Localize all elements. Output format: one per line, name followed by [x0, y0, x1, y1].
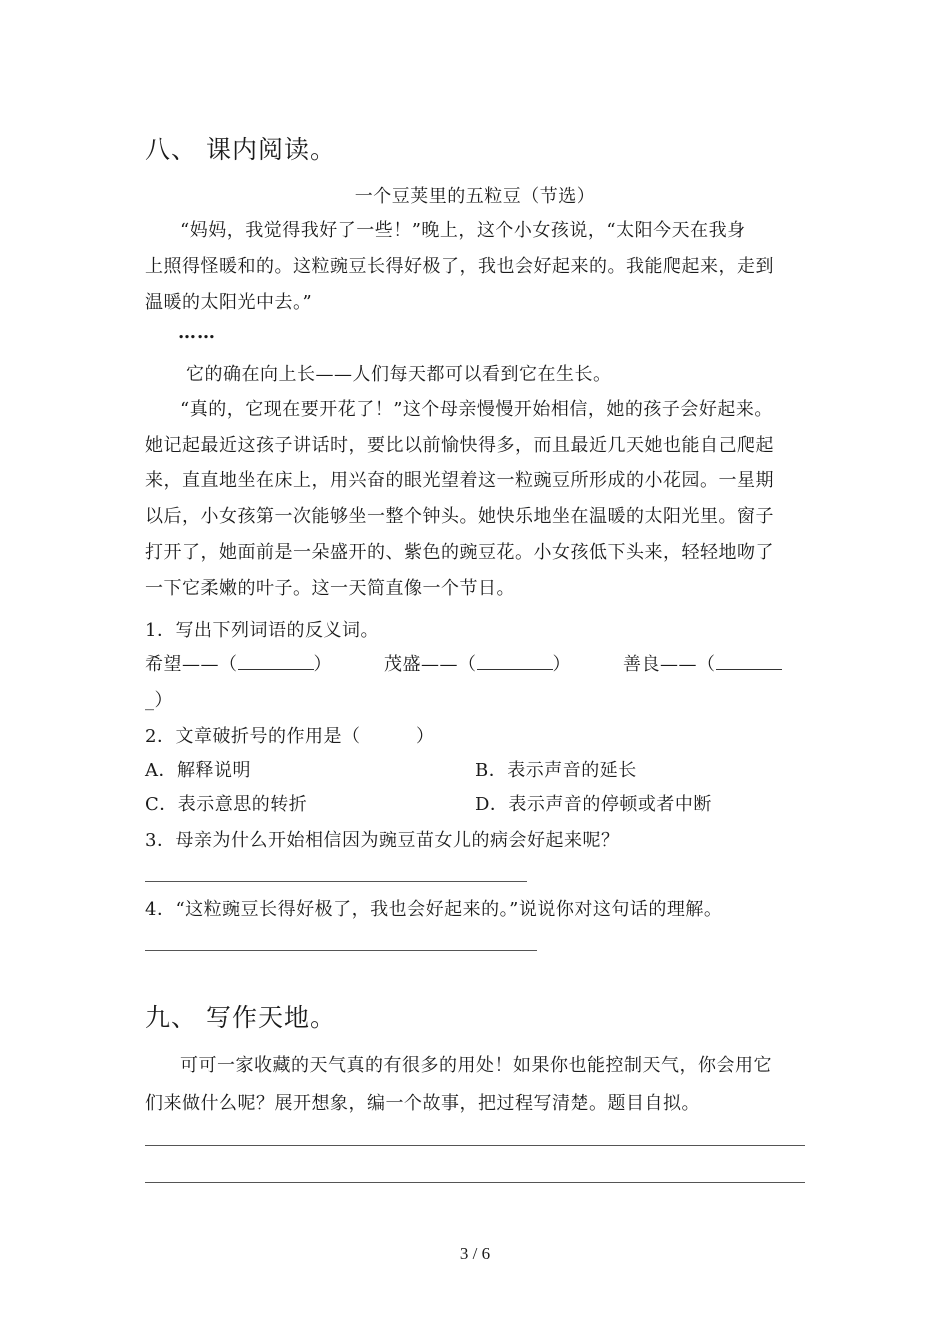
option-b[interactable]: B．表示声音的延长 [475, 760, 637, 781]
antonym-word: 希望——（ [145, 654, 238, 675]
question-2: 2．文章破折号的作用是（ ） [145, 726, 435, 747]
antonym-item: 茂盛——（ ） [384, 648, 571, 682]
passage-line: 来，直直地坐在床上，用兴奋的眼光望着这一粒豌豆所形成的小花园。一星期 [145, 470, 774, 491]
option-a[interactable]: A．解释说明 [145, 760, 251, 781]
writing-prompt-line: 们来做什么呢？展开想象，编一个故事，把过程写清楚。题目自拟。 [145, 1093, 700, 1114]
antonym-word: 茂盛——（ [384, 654, 477, 675]
question-3: 3．母亲为什么开始相信因为豌豆苗女儿的病会好起来呢？ [145, 830, 620, 851]
section-9-heading: 九、 写作天地。 [145, 1003, 336, 1032]
passage-line: 她记起最近这孩子讲话时，要比以前愉快得多，而且最近几天她也能自己爬起 [145, 435, 774, 456]
writing-line[interactable] [145, 1145, 805, 1146]
passage-line: 一下它柔嫩的叶子。这一天简直像一个节日。 [145, 578, 515, 599]
answer-blank[interactable] [716, 649, 782, 670]
passage-line: 以后，小女孩第一次能够坐一整个钟头。她快乐地坐在温暖的太阳光里。窗子 [145, 506, 774, 527]
question-1: 1．写出下列词语的反义词。 [145, 620, 379, 641]
answer-line[interactable] [145, 950, 537, 951]
antonym-word: 善良——（ [623, 654, 716, 675]
antonym-wrap: _） [145, 690, 173, 711]
passage-title: 一个豆荚里的五粒豆（节选） [354, 186, 596, 207]
answer-line[interactable] [145, 881, 527, 882]
answer-blank[interactable] [238, 649, 314, 670]
passage-line: “妈妈，我觉得我好了一些！”晚上，这个小女孩说，“太阳今天在我身 [180, 220, 746, 241]
antonym-item [623, 648, 782, 682]
writing-line[interactable] [145, 1182, 805, 1183]
passage-line: 打开了，她面前是一朵盛开的、紫色的豌豆花。小女孩低下头来，轻轻地吻了 [145, 542, 774, 563]
ellipsis: …… [178, 322, 216, 343]
antonym-item: 希望——（ ） [145, 648, 332, 682]
option-d[interactable]: D．表示声音的停顿或者中断 [475, 794, 712, 815]
passage-line: “真的，它现在要开花了！”这个母亲慢慢开始相信，她的孩子会好起来。 [180, 399, 773, 420]
section-8-heading: 八、 课内阅读。 [145, 135, 336, 164]
page-number: 3 / 6 [459, 1244, 491, 1263]
question-4: 4．“这粒豌豆长得好极了，我也会好起来的。”说说你对这句话的理解。 [145, 899, 723, 920]
answer-blank[interactable] [477, 649, 553, 670]
passage-line: 温暖的太阳光中去。” [145, 292, 313, 313]
option-c[interactable]: C．表示意思的转折 [145, 794, 308, 815]
writing-prompt-line: 可可一家收藏的天气真的有很多的用处！如果你也能控制天气，你会用它 [180, 1055, 772, 1076]
passage-line: 它的确在向上长——人们每天都可以看到它在生长。 [186, 364, 612, 385]
passage-line: 上照得怪暖和的。这粒豌豆长得好极了，我也会好起来的。我能爬起来，走到 [145, 256, 774, 277]
